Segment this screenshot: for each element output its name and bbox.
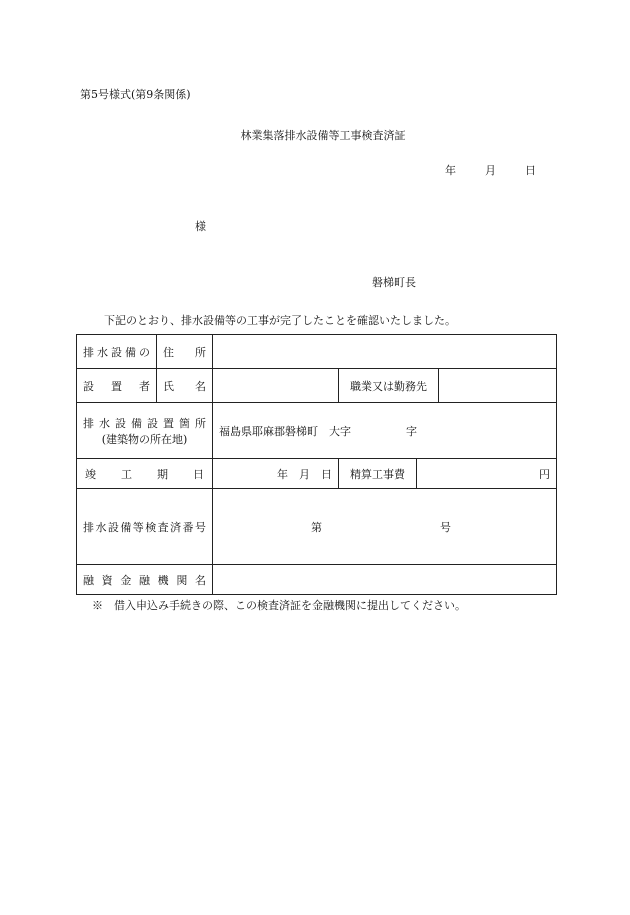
inspection-number-suffix: 号: [440, 520, 451, 534]
form-number: 第5号様式(第9条関係): [80, 88, 191, 101]
address-label: 住 所: [157, 335, 213, 369]
location-label-line1: 排水設備設置箇所: [83, 416, 206, 430]
date-month: 月: [485, 164, 496, 177]
bank-value[interactable]: [213, 565, 557, 595]
cost-label: 精算工事費: [339, 459, 417, 489]
issue-date: [445, 162, 536, 178]
location-label-line2: (建築物の所在地): [101, 432, 188, 446]
inspection-number-prefix: 第: [311, 520, 322, 534]
footnote: ※ 借入申込み手続きの際、この検査済証を金融機関に提出してください。: [92, 599, 466, 612]
intro-text: 下記のとおり、排水設備等の工事が完了したことを確認いたしました。: [104, 314, 456, 327]
name-label: 氏 名: [157, 369, 213, 403]
installer-label-top: 排水設備の: [77, 335, 157, 369]
document-title: 林業集落排水設備等工事検査済証: [240, 129, 406, 142]
occupation-label: 職業又は勤務先: [339, 369, 439, 403]
addressee-suffix: 様: [195, 220, 206, 233]
occupation-value[interactable]: [439, 369, 557, 403]
location-label: [77, 403, 213, 459]
date-year: 年: [445, 164, 456, 177]
issuer-name: 磐梯町長: [372, 276, 416, 289]
table-row: [77, 489, 557, 565]
table-row: [77, 459, 557, 489]
name-value[interactable]: [213, 369, 339, 403]
address-value[interactable]: [213, 335, 557, 369]
installer-label-bottom: 設 置 者: [77, 369, 157, 403]
date-day: 日: [525, 164, 536, 177]
table-row: [77, 565, 557, 595]
inspection-certificate-table: [76, 334, 557, 595]
completion-label: 竣 工 期 日: [77, 459, 213, 489]
inspection-number-value[interactable]: [213, 489, 557, 565]
completion-date[interactable]: 年 月 日: [213, 459, 339, 489]
cost-value[interactable]: 円: [417, 459, 557, 489]
location-value[interactable]: 福島県耶麻郡磐梯町 大字 字: [213, 403, 557, 459]
bank-label: 融資金融機関名: [77, 565, 213, 595]
table-row: [77, 403, 557, 459]
inspection-number-label: 排水設備等検査済番号: [77, 489, 213, 565]
table-row: [77, 335, 557, 369]
table-row: [77, 369, 557, 403]
